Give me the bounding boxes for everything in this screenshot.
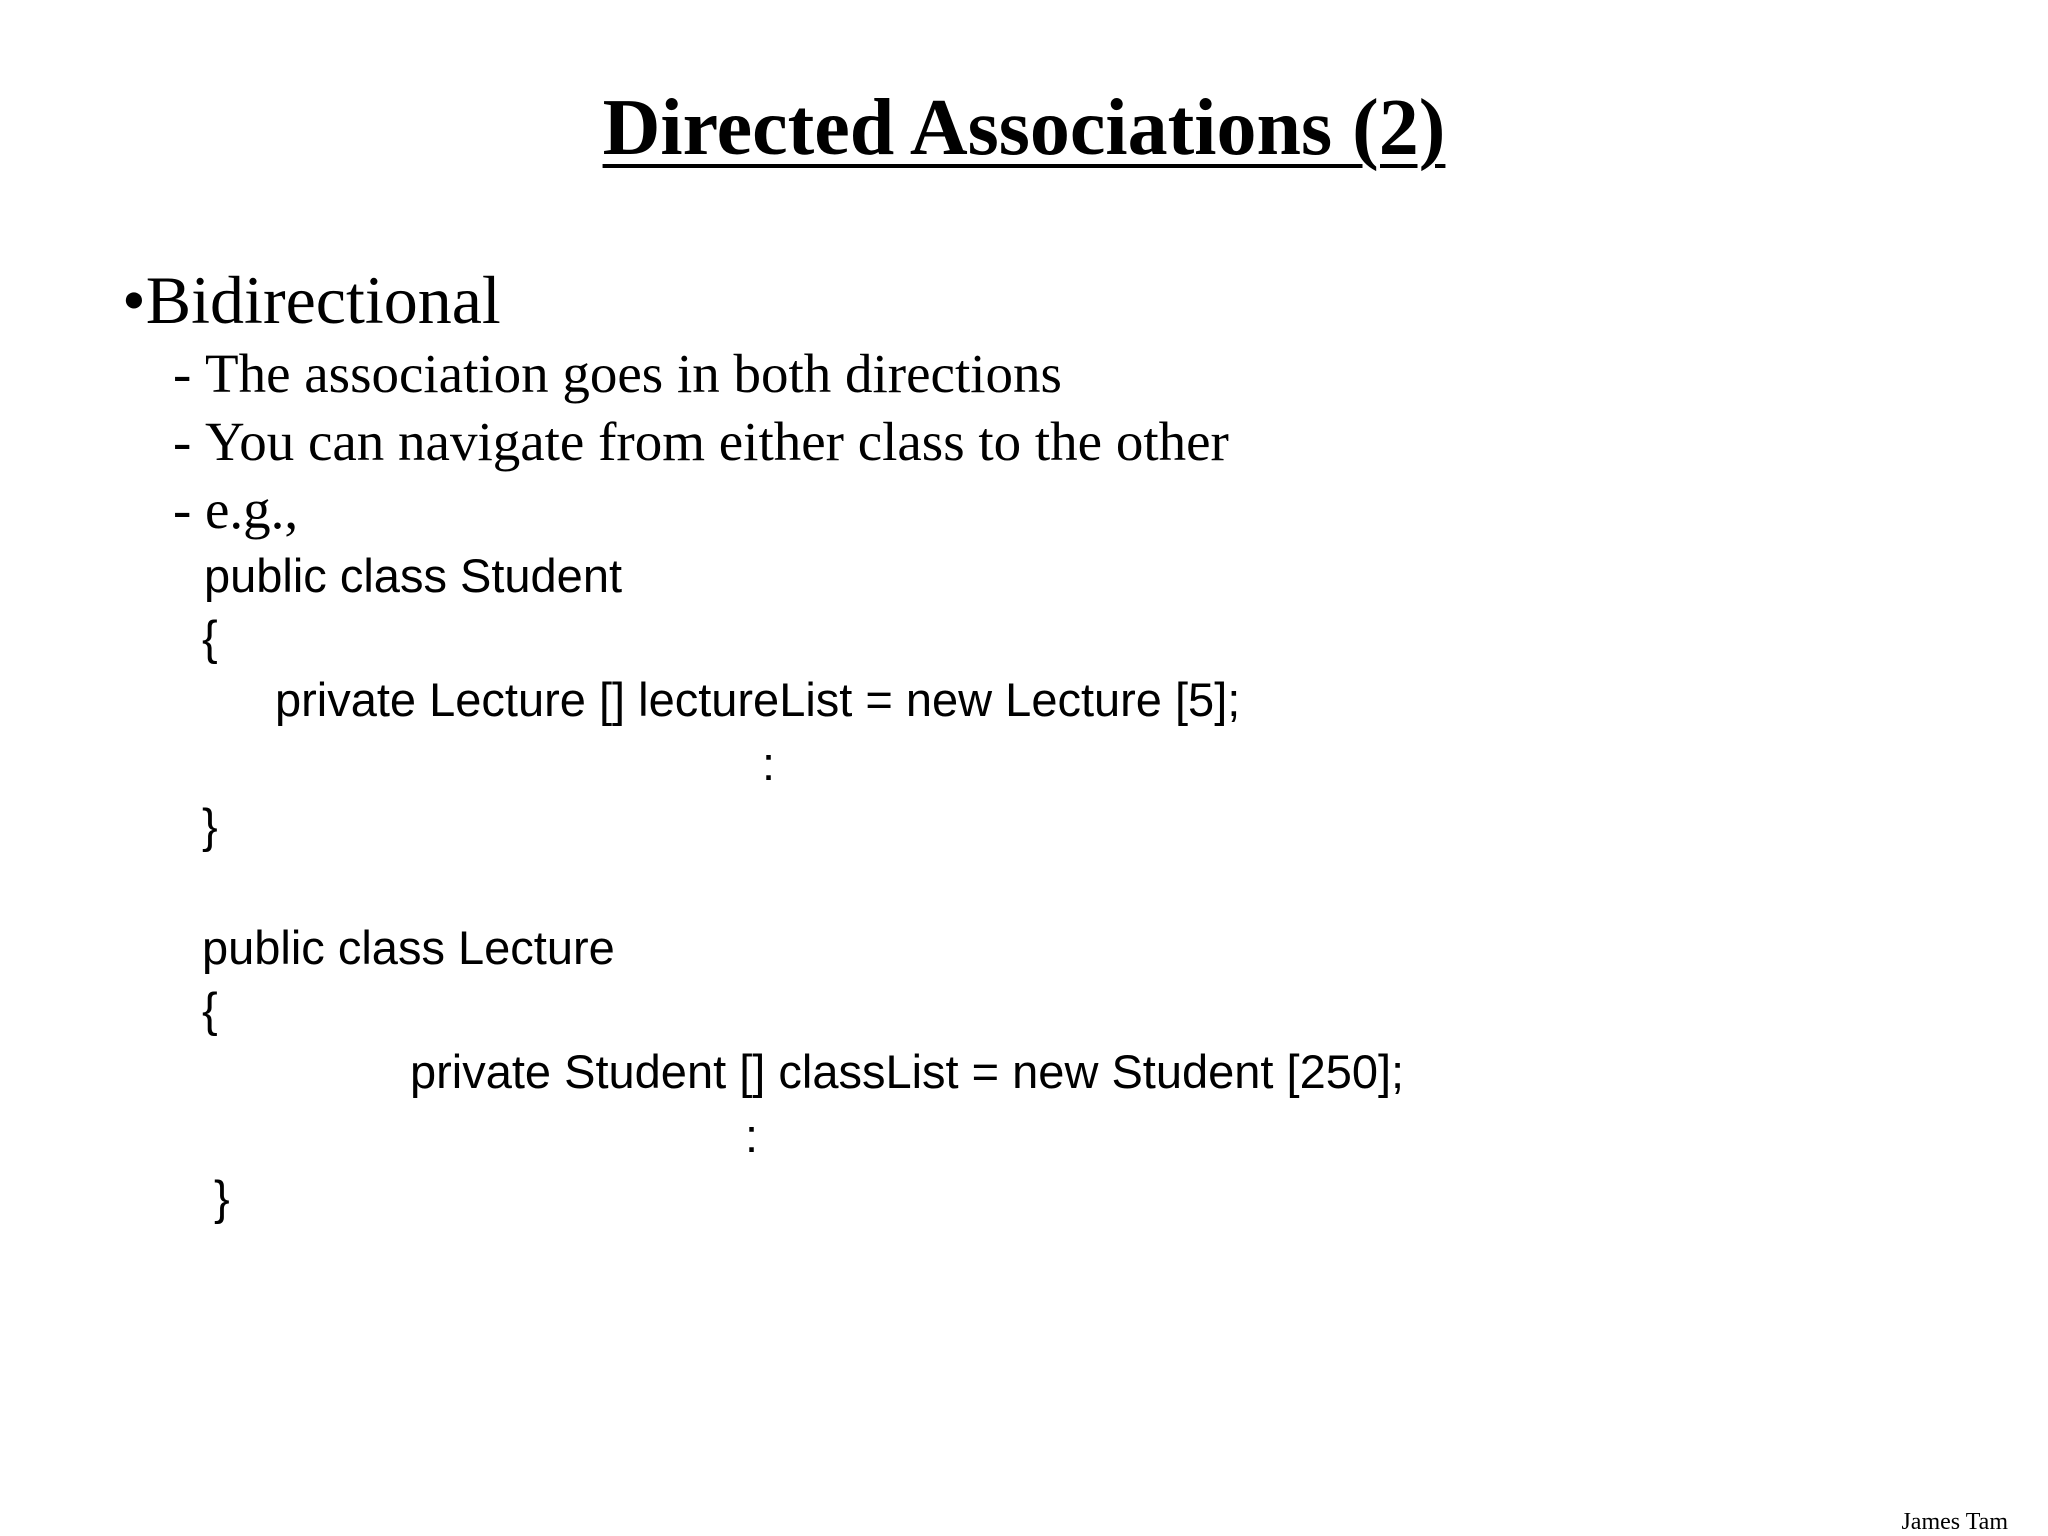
code-student-ellipsis: : xyxy=(762,737,776,790)
code-lecture-declaration: public class Lecture xyxy=(202,921,615,974)
sub-item-text: The association goes in both directions xyxy=(205,343,1062,404)
sub-item-example xyxy=(173,478,298,542)
code-student-open-brace: { xyxy=(202,611,218,664)
code-student-field: private Lecture [] lectureList = new Lecture [5]; xyxy=(275,673,1241,726)
sub-item-dash: - xyxy=(173,343,192,404)
code-student-declaration: public class Student xyxy=(204,549,623,602)
slide-title-text: Directed Associations (2) xyxy=(602,84,1446,172)
bullet-bidirectional: •Bidirectional xyxy=(122,262,501,338)
code-lecture-field: private Student [] classList = new Student [250]; xyxy=(410,1045,1405,1098)
sub-item-text: e.g., xyxy=(205,479,299,540)
sub-item-dash: - xyxy=(173,411,192,472)
sub-item-text: You can navigate from either class to the other xyxy=(205,411,1229,472)
code-lecture-close-brace: } xyxy=(214,1171,230,1224)
sub-item-navigate xyxy=(173,410,1229,474)
sub-item-dash: - xyxy=(173,479,192,540)
footer-author: James Tam xyxy=(1901,1509,2008,1535)
sub-item-both-directions xyxy=(173,342,1062,406)
slide-title xyxy=(0,80,2048,176)
code-lecture-open-brace: { xyxy=(202,983,218,1036)
code-student-close-brace: } xyxy=(202,799,218,852)
code-lecture-ellipsis: : xyxy=(745,1109,759,1162)
